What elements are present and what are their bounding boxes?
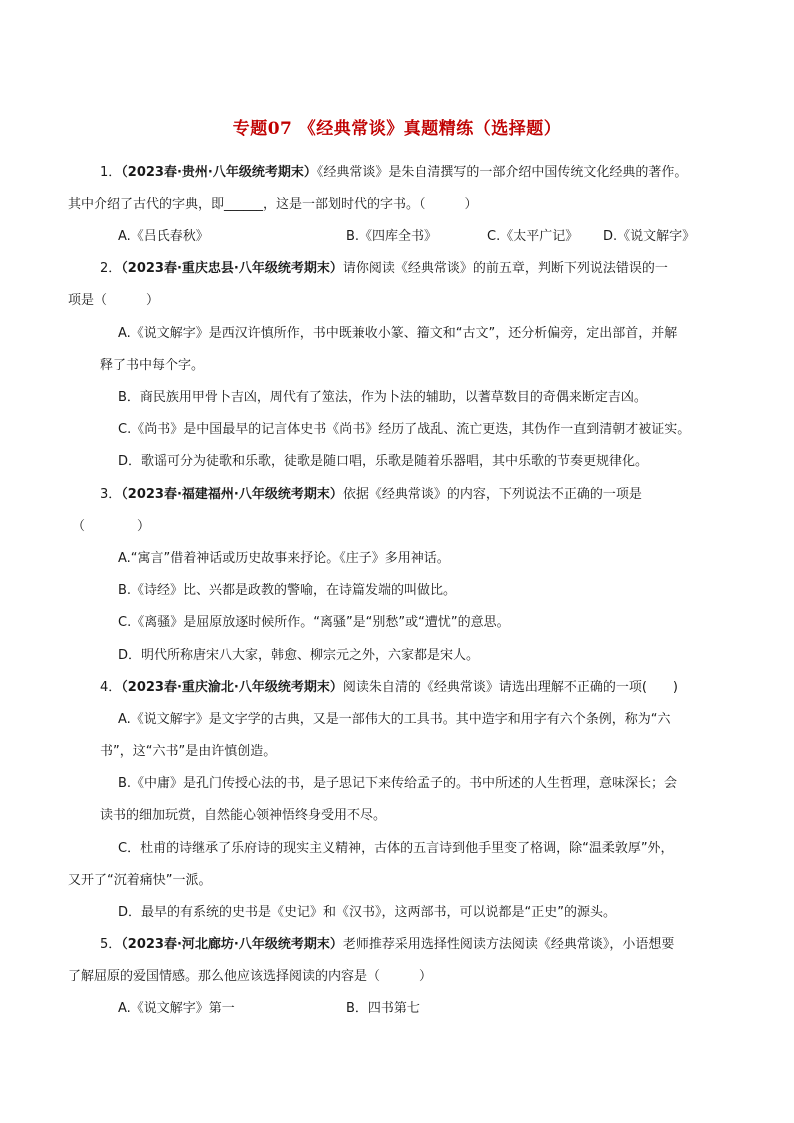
- option-b: B．商民族用甲骨卜吉凶，周代有了筮法，作为卜法的辅助，以蓍草数目的奇偶来断定吉凶。: [118, 390, 647, 405]
- question-number: 5．: [100, 937, 122, 952]
- option-a: A.“寓言”借着神话或历史故事来抒论。《庄子》多用神话。: [118, 551, 450, 566]
- question-source: （2023春·重庆渝北·八年级统考期末）: [121, 680, 343, 695]
- option-a: A.《说文解字》是文字学的古典，又是一部伟大的工具书。其中造字和用字有六个条例，称为“六: [118, 712, 671, 727]
- question-text-cont: 了解屈原的爱国情感。那么他应该选择阅读的内容是（ ）: [68, 969, 433, 984]
- question-source: （2023春·福建福州·八年级统考期末）: [121, 487, 343, 502]
- option-a: A.《吕氏春秋》: [118, 229, 209, 244]
- option-b: B.《诗经》比、兴都是政教的警喻，在诗篇发端的叫做比。: [118, 583, 457, 598]
- option-d: D．最早的有系统的史书是《史记》和《汉书》，这两部书，可以说都是“正史”的源头。: [118, 905, 616, 920]
- question-text: 老师推荐采用选择性阅读方法阅读《经典常谈》，小语想要: [342, 937, 675, 952]
- question-text: 请你阅读《经典常谈》的前五章，判断下列说法错误的一: [342, 261, 668, 276]
- option-a: A.《说文解字》是西汉许慎所作，书中既兼收小篆、籀文和“古文”，还分析偏旁，定出部首，并解: [118, 326, 678, 341]
- question-text-cont: 其中介绍了古代的字典，即______，这是一部划时代的字书。（ ）: [68, 197, 478, 212]
- option-a: A.《说文解字》第一: [118, 1001, 235, 1016]
- question-text-cont: 项是（ ）: [68, 293, 160, 308]
- option-c-cont: 又开了“沉着痛快”一派。: [68, 873, 212, 888]
- option-a-cont: 释了书中每个字。: [100, 358, 205, 373]
- question-4: [100, 679, 678, 697]
- option-b: B.《四库全书》: [346, 229, 438, 244]
- option-b: B．四书第七: [346, 1001, 420, 1016]
- question-3: [100, 486, 642, 504]
- option-c: C.《尚书》是中国最早的记言体史书《尚书》经历了战乱、流亡更迭，其伪作一直到清朝才被证实。: [118, 422, 691, 437]
- question-5: [100, 936, 674, 954]
- option-c: C.《太平广记》: [487, 229, 579, 244]
- option-c: C.《离骚》是屈原放逐时候所作。“离骚”是“别愁”或“遭忧”的意思。: [118, 615, 510, 630]
- option-d: D．明代所称唐宋八大家，韩愈、柳宗元之外，六家都是宋人。: [118, 648, 480, 663]
- option-d: D.《说文解字》: [603, 229, 696, 244]
- question-number: 4．: [100, 680, 122, 695]
- question-source: （2023春·贵州·八年级统考期末）: [121, 165, 317, 180]
- question-number: 3．: [100, 487, 122, 502]
- option-a-cont: 书”，这“六书”是由许慎创造。: [100, 744, 277, 759]
- question-text: 依据《经典常谈》的内容，下列说法不正确的一项是: [342, 487, 642, 502]
- question-source: （2023春·重庆忠县·八年级统考期末）: [121, 261, 343, 276]
- question-source: （2023春·河北廊坊·八年级统考期末）: [121, 937, 343, 952]
- option-b-cont: 读书的细加玩赏，自然能心领神悟终身受用不尽。: [100, 808, 387, 823]
- page-title: 专题07 《经典常谈》真题精练（选择题）: [232, 119, 562, 139]
- question-text-cont: （ ）: [72, 519, 151, 534]
- question-text: 《经典常谈》是朱自清撰写的一部介绍中国传统文化经典的著作。: [316, 165, 688, 180]
- question-2: [100, 260, 668, 278]
- question-text: 阅读朱自清的《经典常谈》请选出理解不正确的一项( ): [342, 680, 678, 695]
- option-c: C．杜甫的诗继承了乐府诗的现实主义精神，古体的五言诗到他手里变了格调，除“温柔敦厚”外，: [118, 841, 674, 856]
- option-d: D．歌谣可分为徒歌和乐歌，徒歌是随口唱，乐歌是随着乐器唱，其中乐歌的节奏更规律化。: [118, 454, 649, 469]
- question-number: 1．: [100, 165, 122, 180]
- question-1: [100, 164, 687, 182]
- option-b: B.《中庸》是孔门传授心法的书，是子思记下来传给孟子的。书中所述的人生哲理，意味深长；会: [118, 776, 678, 791]
- question-number: 2．: [100, 261, 122, 276]
